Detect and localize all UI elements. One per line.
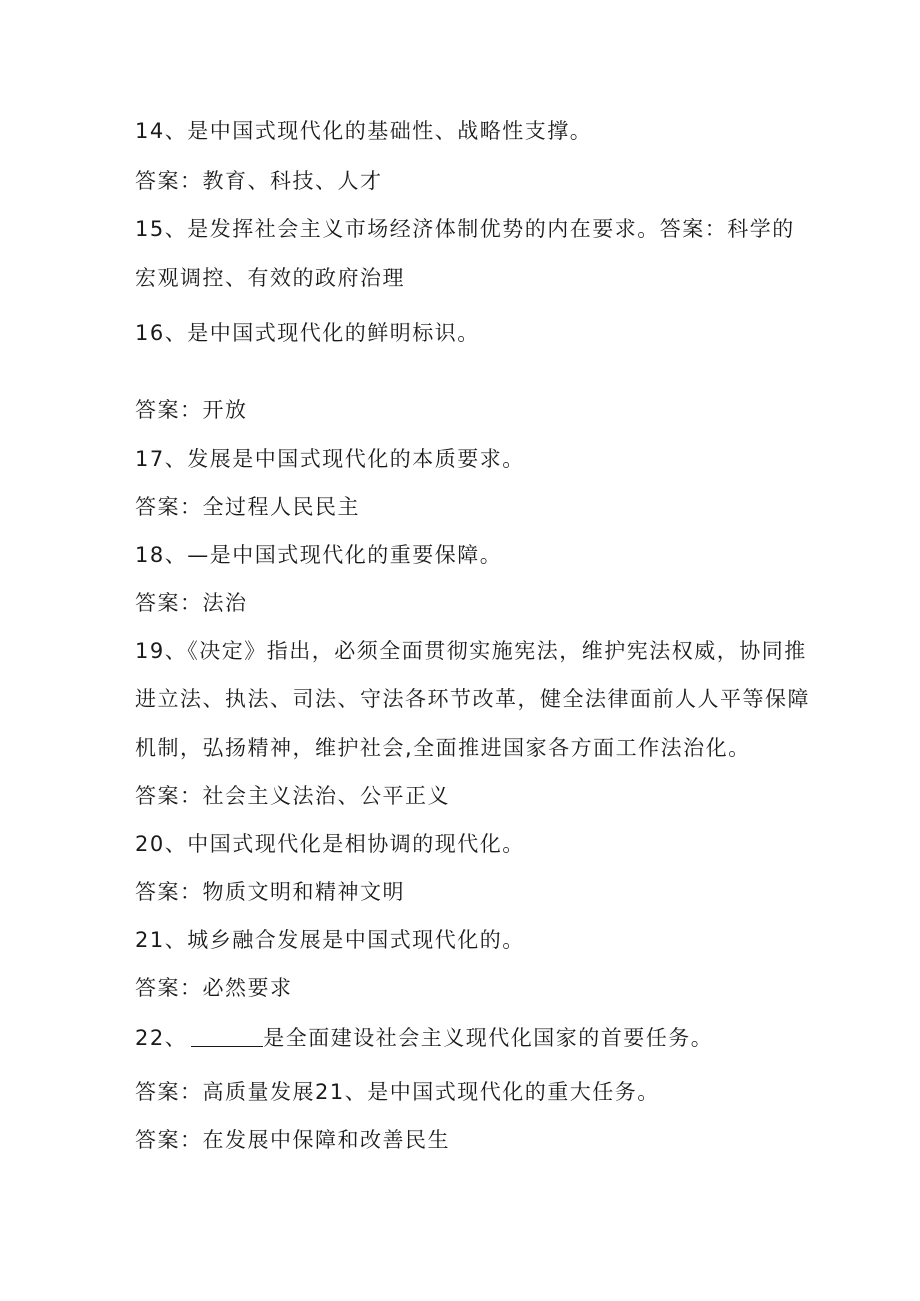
question-22-number: 22、 [135,1026,188,1050]
question-14: 14、是中国式现代化的基础性、战略性支撑。 [135,119,593,143]
answer-20: 答案：物质文明和精神文明 [135,880,405,904]
answer-22-and-question: 答案：高质量发展21、是中国式现代化的重大任务。 [135,1080,660,1104]
question-16: 16、是中国式现代化的鲜明标识。 [135,321,480,345]
question-21: 21、城乡融合发展是中国式现代化的。 [135,928,525,952]
answer-final: 答案：在发展中保障和改善民生 [135,1128,450,1152]
question-19-line-3: 机制，弘扬精神，维护社会,全面推进国家各方面工作法治化。 [135,736,751,760]
answer-18: 答案：法治 [135,591,248,615]
answer-14: 答案：教育、科技、人才 [135,169,383,193]
answer-16: 答案：开放 [135,398,248,422]
question-22-text: 是全面建设社会主义现代化国家的首要任务。 [263,1026,714,1050]
question-22 [135,1023,795,1053]
question-19-line-2: 进立法、执法、司法、守法各环节改革，健全法律面前人人平等保障 [135,687,810,711]
question-20: 20、中国式现代化是相协调的现代化。 [135,832,525,856]
answer-21: 答案：必然要求 [135,976,293,1000]
question-15: 15、是发挥社会主义市场经济体制优势的内在要求。答案：科学的 [135,217,795,241]
answer-19: 答案：社会主义法治、公平正义 [135,784,450,808]
question-15-continued: 宏观调控、有效的政府治理 [135,266,405,290]
fill-in-blank [191,1026,263,1047]
question-19: 19、《决定》指出，必须全面贯彻实施宪法，维护宪法权威，协同推 [135,639,807,663]
question-18: 18、—是中国式现代化的重要保障。 [135,543,503,567]
answer-17: 答案：全过程人民民主 [135,495,360,519]
question-17: 17、发展是中国式现代化的本质要求。 [135,447,525,471]
